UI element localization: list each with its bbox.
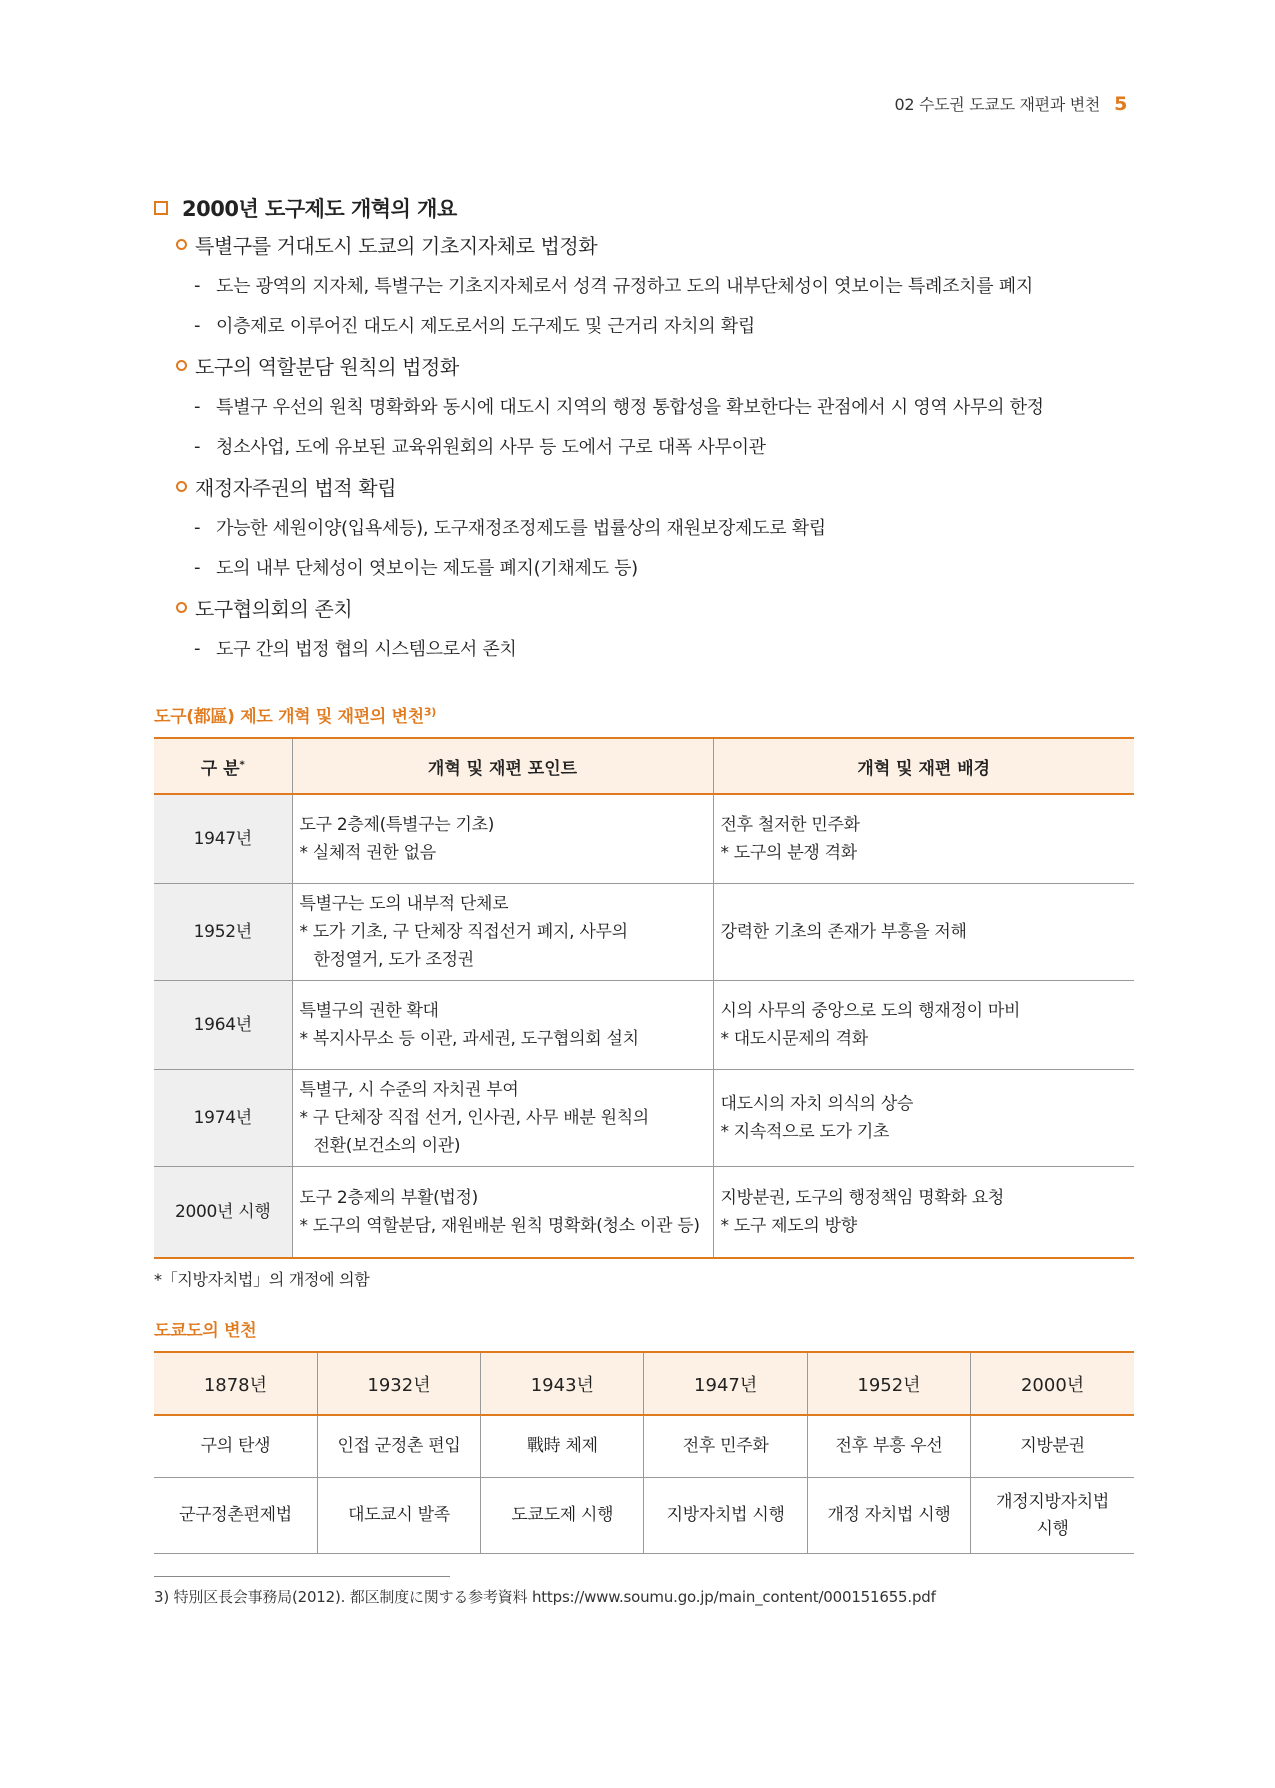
table-cell: 지방분권 (971, 1415, 1134, 1478)
year-cell: 1947년 (154, 794, 292, 883)
list-item: - 특별구 우선의 원칙 명확화와 동시에 대도시 지역의 행정 통합성을 확보한다는 관점에서 시 영역 사무의 한정 (194, 395, 1044, 418)
table-cell: 지방자치법 시행 (644, 1478, 807, 1554)
column-header: 구 분* (154, 738, 292, 794)
background-cell: 강력한 기초의 존재가 부흥을 저해 (713, 883, 1134, 980)
group-0 (154, 224, 1134, 345)
table-note: *「지방자치법」의 개정에 의함 (154, 1270, 370, 1289)
background-cell: 대도시의 자치 의식의 상승 * 지속적으로 도가 기초 (713, 1069, 1134, 1166)
table-row (154, 1415, 1134, 1478)
footnote-divider (154, 1576, 450, 1577)
section-title: 2000년 도구제도 개혁의 개요 (154, 192, 1134, 224)
page-content (154, 192, 1134, 1554)
list-item: - 도구 간의 법정 협의 시스템으로서 존치 (194, 637, 517, 660)
year-header: 1943년 (481, 1352, 644, 1415)
list-item: - 도는 광역의 지자체, 특별구는 기초지자체로서 성격 규정하고 도의 내부단체성이 엿보이는 특례조치를 폐지 (194, 274, 1033, 297)
subheading: 특별구를 거대도시 도쿄의 기초지자체로 법정화 (176, 224, 1134, 265)
subheading: 도구협의회의 존치 (176, 587, 1134, 628)
table-cell: 군구정촌편제법 (154, 1478, 317, 1554)
table-cell: 전후 부흥 우선 (807, 1415, 970, 1478)
background-cell: 시의 사무의 중앙으로 도의 행재정이 마비 * 대도시문제의 격화 (713, 980, 1134, 1069)
point-cell: 도구 2층제(특별구는 기초) * 실체적 권한 없음 (292, 794, 713, 883)
group-3 (154, 587, 1134, 668)
circle-bullet-icon (176, 239, 187, 250)
year-cell: 1974년 (154, 1069, 292, 1166)
table-header-row (154, 738, 1134, 794)
table2-title: 도쿄도의 변천 (154, 1321, 257, 1341)
column-header: 개혁 및 재편 배경 (713, 738, 1134, 794)
year-header: 1878년 (154, 1352, 317, 1415)
subheading: 도구의 역할분담 원칙의 법정화 (176, 345, 1134, 386)
circle-bullet-icon (176, 360, 187, 371)
year-header: 1932년 (317, 1352, 480, 1415)
list-item: - 청소사업, 도에 유보된 교육위원회의 사무 등 도에서 구로 대폭 사무이관 (194, 435, 766, 458)
reform-table (154, 737, 1134, 1259)
background-cell: 전후 철저한 민주화 * 도구의 분쟁 격화 (713, 794, 1134, 883)
point-cell: 특별구는 도의 내부적 단체로 * 도가 기초, 구 단체장 직접선거 폐지, 사무의 한정열거, 도가 조정권 (292, 883, 713, 980)
table-row (154, 794, 1134, 883)
point-cell: 특별구의 권한 확대 * 복지사무소 등 이관, 과세권, 도구협의회 설치 (292, 980, 713, 1069)
group-1 (154, 345, 1134, 466)
square-bullet-icon (154, 201, 168, 215)
table-row (154, 1478, 1134, 1554)
year-cell: 1952년 (154, 883, 292, 980)
year-header: 1947년 (644, 1352, 807, 1415)
table-cell: 전후 민주화 (644, 1415, 807, 1478)
year-header: 2000년 (971, 1352, 1134, 1415)
year-cell: 2000년 시행 (154, 1166, 292, 1258)
table-cell: 개정지방자치법 시행 (971, 1478, 1134, 1554)
running-header (894, 92, 1127, 115)
table-row (154, 883, 1134, 980)
point-cell: 특별구, 시 수준의 자치권 부여 * 구 단체장 직접 선거, 인사권, 사무 배분 원칙의 전환(보건소의 이관) (292, 1069, 713, 1166)
group-2 (154, 466, 1134, 587)
background-cell: 지방분권, 도구의 행정책임 명확화 요청 * 도구 제도의 방향 (713, 1166, 1134, 1258)
history-table (154, 1351, 1134, 1554)
list-item: - 가능한 세원이양(입욕세등), 도구재정조정제도를 법률상의 재원보장제도로 확립 (194, 516, 826, 539)
circle-bullet-icon (176, 602, 187, 613)
table-cell: 戰時 체제 (481, 1415, 644, 1478)
footnote: 3) 特別区長会事務局(2012). 都区制度に関する参考資料 https://www.soumu.go.jp/main_content/000151655.pdf (154, 1588, 936, 1606)
point-cell: 도구 2층제의 부활(법정) * 도구의 역할분담, 재원배분 원칙 명확화(청소 이관 등) (292, 1166, 713, 1258)
table-cell: 도쿄도제 시행 (481, 1478, 644, 1554)
circle-bullet-icon (176, 481, 187, 492)
year-cell: 1964년 (154, 980, 292, 1069)
list-item: - 도의 내부 단체성이 엿보이는 제도를 폐지(기채제도 등) (194, 556, 638, 579)
table-cell: 인접 군정촌 편입 (317, 1415, 480, 1478)
table-cell: 대도쿄시 발족 (317, 1478, 480, 1554)
table-cell: 구의 탄생 (200, 1436, 271, 1456)
table-header-row (154, 1352, 1134, 1415)
table-cell: 개정 자치법 시행 (807, 1478, 970, 1554)
table-row (154, 980, 1134, 1069)
list-item: - 이층제로 이루어진 대도시 제도로서의 도구제도 및 근거리 자치의 확립 (194, 314, 755, 337)
subheading: 재정자주권의 법적 확립 (176, 466, 1134, 507)
year-header: 1952년 (807, 1352, 970, 1415)
table-row (154, 1069, 1134, 1166)
table-row (154, 1166, 1134, 1258)
chapter-title: 02 수도권 도쿄도 재편과 변천 (894, 95, 1101, 114)
table1-title: 도구(都區) 제도 개혁 및 재편의 변천$^{3)}$ (154, 705, 436, 727)
column-header: 개혁 및 재편 포인트 (292, 738, 713, 794)
page-number: 5 (1114, 93, 1127, 115)
